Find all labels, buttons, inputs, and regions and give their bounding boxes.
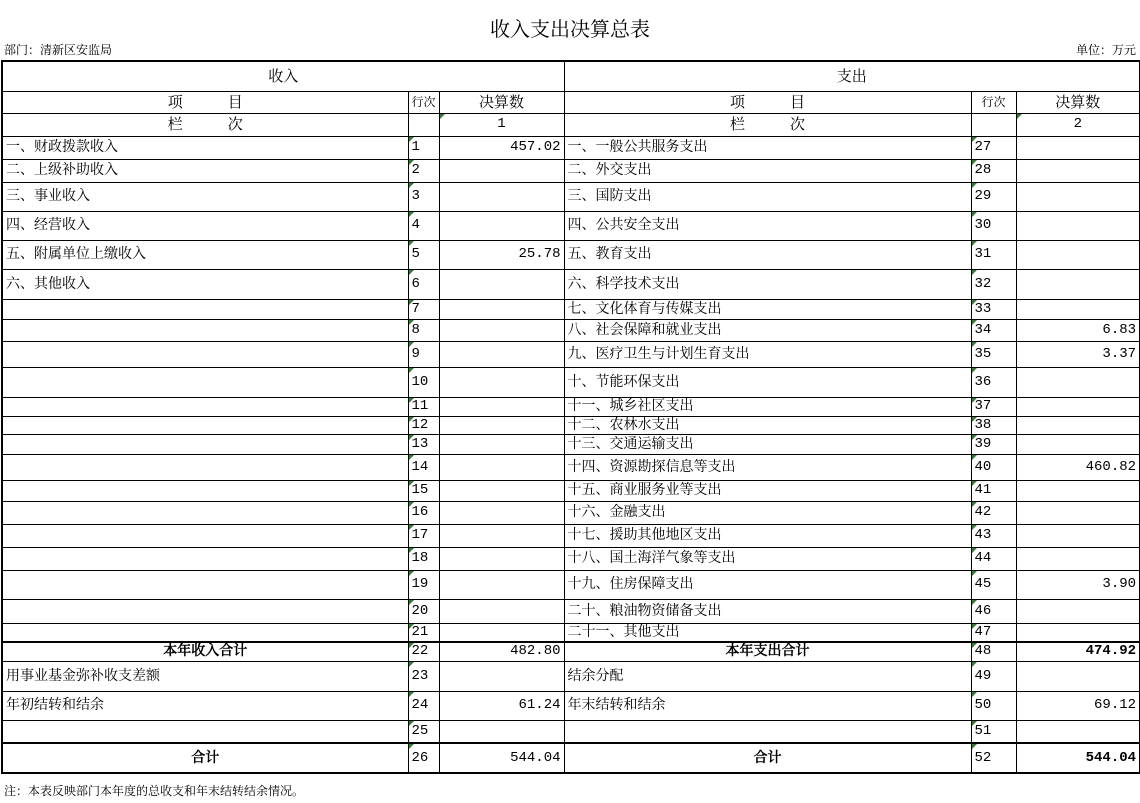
income-amount (439, 547, 564, 570)
expense-amount (1016, 182, 1140, 211)
expense-item: 十六、金融支出 (564, 501, 971, 524)
expense-line-no: 40 (971, 454, 1016, 480)
header-expense-line: 行次 (971, 91, 1016, 113)
income-amount (439, 397, 564, 416)
income-amount (439, 599, 564, 623)
header-income-item: 项 目 (2, 91, 408, 113)
expense-amount: 69.12 (1016, 691, 1140, 720)
expense-item: 二十、粮油物资储备支出 (564, 599, 971, 623)
expense-line-no: 43 (971, 524, 1016, 547)
income-item (2, 319, 408, 341)
expense-amount (1016, 211, 1140, 240)
expense-item: 八、社会保障和就业支出 (564, 319, 971, 341)
table-row (2, 159, 1140, 182)
table-row (2, 136, 1140, 159)
income-amount (439, 434, 564, 454)
expense-item: 二十一、其他支出 (564, 623, 971, 642)
expense-item: 一、一般公共服务支出 (564, 136, 971, 159)
header-expense-amount: 决算数 (1016, 91, 1140, 113)
income-item (2, 434, 408, 454)
income-item (2, 416, 408, 434)
expense-line-no: 32 (971, 269, 1016, 299)
income-amount: 25.78 (439, 240, 564, 269)
income-item (2, 547, 408, 570)
income-line-no: 7 (408, 299, 439, 319)
income-line-no: 1 (408, 136, 439, 159)
header-income-line-blank (408, 113, 439, 136)
income-item (2, 341, 408, 367)
expense-amount (1016, 720, 1140, 743)
expense-amount (1016, 240, 1140, 269)
income-item: 六、其他收入 (2, 269, 408, 299)
income-amount (439, 319, 564, 341)
expense-item: 二、外交支出 (564, 159, 971, 182)
expense-line-no: 30 (971, 211, 1016, 240)
income-item: 用事业基金弥补收支差额 (2, 661, 408, 691)
expense-amount (1016, 623, 1140, 642)
expense-line-no: 27 (971, 136, 1016, 159)
expense-line-no: 51 (971, 720, 1016, 743)
expense-item: 七、文化体育与传媒支出 (564, 299, 971, 319)
expense-amount: 6.83 (1016, 319, 1140, 341)
income-amount: 482.80 (439, 642, 564, 661)
table-row (2, 599, 1140, 623)
table-row (2, 211, 1140, 240)
income-amount (439, 269, 564, 299)
expense-item: 年末结转和结余 (564, 691, 971, 720)
income-amount (439, 211, 564, 240)
expense-line-no: 29 (971, 182, 1016, 211)
expense-item: 十三、交通运输支出 (564, 434, 971, 454)
table-row (2, 720, 1140, 743)
expense-line-no: 48 (971, 642, 1016, 661)
income-item (2, 480, 408, 501)
income-item: 合计 (2, 743, 408, 773)
expense-item: 四、公共安全支出 (564, 211, 971, 240)
income-line-no: 21 (408, 623, 439, 642)
income-item: 二、上级补助收入 (2, 159, 408, 182)
income-line-no: 8 (408, 319, 439, 341)
expense-item: 九、医疗卫生与计划生育支出 (564, 341, 971, 367)
income-amount: 457.02 (439, 136, 564, 159)
income-line-no: 9 (408, 341, 439, 367)
expense-line-no: 49 (971, 661, 1016, 691)
table-row (2, 570, 1140, 599)
expense-line-no: 33 (971, 299, 1016, 319)
footnote: 注：本表反映部门本年度的总收支和年末结转结余情况。 (4, 784, 305, 798)
income-line-no: 13 (408, 434, 439, 454)
income-line-no: 10 (408, 367, 439, 397)
expense-amount (1016, 136, 1140, 159)
expense-amount (1016, 501, 1140, 524)
income-line-no: 26 (408, 743, 439, 773)
income-line-no: 23 (408, 661, 439, 691)
expense-item: 本年支出合计 (564, 642, 971, 661)
table-row (2, 434, 1140, 454)
income-amount (439, 524, 564, 547)
expense-line-no: 28 (971, 159, 1016, 182)
income-line-no: 12 (408, 416, 439, 434)
income-item (2, 623, 408, 642)
expense-line-no: 46 (971, 599, 1016, 623)
report-title: 收入支出决算总表 (490, 17, 650, 41)
header-expense: 支出 (564, 61, 1140, 91)
income-item (2, 397, 408, 416)
expense-amount: 460.82 (1016, 454, 1140, 480)
expense-line-no: 38 (971, 416, 1016, 434)
income-amount (439, 341, 564, 367)
income-item (2, 524, 408, 547)
table-row (2, 341, 1140, 367)
expense-amount (1016, 299, 1140, 319)
expense-amount (1016, 434, 1140, 454)
header-row-col-numbers (2, 113, 1140, 136)
expense-line-no: 31 (971, 240, 1016, 269)
income-line-no: 19 (408, 570, 439, 599)
expense-amount: 3.37 (1016, 341, 1140, 367)
table-row (2, 691, 1140, 720)
expense-amount (1016, 547, 1140, 570)
expense-item: 结余分配 (564, 661, 971, 691)
expense-line-no: 35 (971, 341, 1016, 367)
income-line-no: 6 (408, 269, 439, 299)
income-amount: 544.04 (439, 743, 564, 773)
expense-item: 十二、农林水支出 (564, 416, 971, 434)
expense-amount (1016, 480, 1140, 501)
income-amount (439, 720, 564, 743)
income-line-no: 24 (408, 691, 439, 720)
expense-line-no: 41 (971, 480, 1016, 501)
income-amount (439, 623, 564, 642)
income-amount (439, 416, 564, 434)
table-row (2, 480, 1140, 501)
expense-item: 十七、援助其他地区支出 (564, 524, 971, 547)
expense-amount: 474.92 (1016, 642, 1140, 661)
expense-line-no: 36 (971, 367, 1016, 397)
expense-item: 十五、商业服务业等支出 (564, 480, 971, 501)
table-row (2, 240, 1140, 269)
expense-line-no: 47 (971, 623, 1016, 642)
expense-line-no: 50 (971, 691, 1016, 720)
expense-item: 十一、城乡社区支出 (564, 397, 971, 416)
table-row (2, 397, 1140, 416)
income-item: 四、经营收入 (2, 211, 408, 240)
table-row (2, 182, 1140, 211)
header-income-col-no: 1 (439, 113, 564, 136)
header-income: 收入 (2, 61, 564, 91)
income-amount (439, 299, 564, 319)
expense-line-no: 39 (971, 434, 1016, 454)
table-row (2, 524, 1140, 547)
expense-item: 十八、国土海洋气象等支出 (564, 547, 971, 570)
header-row-columns (2, 91, 1140, 113)
department-label: 部门：清新区安监局 (4, 43, 113, 57)
expense-item: 合计 (564, 743, 971, 773)
expense-item: 十四、资源勘探信息等支出 (564, 454, 971, 480)
expense-item: 十、节能环保支出 (564, 367, 971, 397)
table-row (2, 661, 1140, 691)
income-line-no: 5 (408, 240, 439, 269)
income-item (2, 454, 408, 480)
header-expense-col-label: 栏 次 (564, 113, 971, 136)
table-row (2, 642, 1140, 661)
expense-line-no: 34 (971, 319, 1016, 341)
table-row (2, 623, 1140, 642)
income-item: 本年收入合计 (2, 642, 408, 661)
income-item (2, 299, 408, 319)
income-line-no: 3 (408, 182, 439, 211)
expense-amount (1016, 367, 1140, 397)
header-expense-line-blank (971, 113, 1016, 136)
income-amount (439, 367, 564, 397)
income-line-no: 2 (408, 159, 439, 182)
table-row (2, 299, 1140, 319)
expense-amount (1016, 524, 1140, 547)
table-row (2, 367, 1140, 397)
income-item: 一、财政拨款收入 (2, 136, 408, 159)
expense-line-no: 44 (971, 547, 1016, 570)
income-amount (439, 501, 564, 524)
unit-label: 单位：万元 (1075, 43, 1136, 57)
income-amount (439, 570, 564, 599)
income-line-no: 17 (408, 524, 439, 547)
table-row (2, 743, 1140, 773)
income-line-no: 4 (408, 211, 439, 240)
income-item (2, 367, 408, 397)
table-row (2, 319, 1140, 341)
income-item (2, 720, 408, 743)
income-amount (439, 661, 564, 691)
expense-item (564, 720, 971, 743)
expense-amount (1016, 397, 1140, 416)
table-row (2, 454, 1140, 480)
table-row (2, 501, 1140, 524)
income-line-no: 15 (408, 480, 439, 501)
income-amount (439, 480, 564, 501)
income-line-no: 11 (408, 397, 439, 416)
expense-line-no: 42 (971, 501, 1016, 524)
expense-amount: 544.04 (1016, 743, 1140, 773)
expense-amount (1016, 661, 1140, 691)
table-row (2, 547, 1140, 570)
income-item: 年初结转和结余 (2, 691, 408, 720)
expense-line-no: 37 (971, 397, 1016, 416)
expense-line-no: 52 (971, 743, 1016, 773)
expense-item: 五、教育支出 (564, 240, 971, 269)
income-amount (439, 182, 564, 211)
header-expense-col-no: 2 (1016, 113, 1140, 136)
expense-amount (1016, 599, 1140, 623)
header-income-line: 行次 (408, 91, 439, 113)
expense-amount: 3.90 (1016, 570, 1140, 599)
expense-item: 十九、住房保障支出 (564, 570, 971, 599)
income-amount (439, 454, 564, 480)
expense-item: 六、科学技术支出 (564, 269, 971, 299)
header-expense-item: 项 目 (564, 91, 971, 113)
income-line-no: 14 (408, 454, 439, 480)
income-item (2, 501, 408, 524)
expense-line-no: 45 (971, 570, 1016, 599)
expense-amount (1016, 269, 1140, 299)
expense-item: 三、国防支出 (564, 182, 971, 211)
table-row (2, 269, 1140, 299)
income-line-no: 20 (408, 599, 439, 623)
table-row (2, 416, 1140, 434)
expense-amount (1016, 159, 1140, 182)
income-item: 五、附属单位上缴收入 (2, 240, 408, 269)
header-income-amount: 决算数 (439, 91, 564, 113)
income-line-no: 25 (408, 720, 439, 743)
header-row-section (2, 61, 1140, 91)
income-expense-table (1, 60, 1140, 774)
income-item (2, 599, 408, 623)
income-amount (439, 159, 564, 182)
income-line-no: 18 (408, 547, 439, 570)
income-line-no: 22 (408, 642, 439, 661)
header-income-col-label: 栏 次 (2, 113, 408, 136)
income-item (2, 570, 408, 599)
income-item: 三、事业收入 (2, 182, 408, 211)
expense-amount (1016, 416, 1140, 434)
income-amount: 61.24 (439, 691, 564, 720)
income-line-no: 16 (408, 501, 439, 524)
